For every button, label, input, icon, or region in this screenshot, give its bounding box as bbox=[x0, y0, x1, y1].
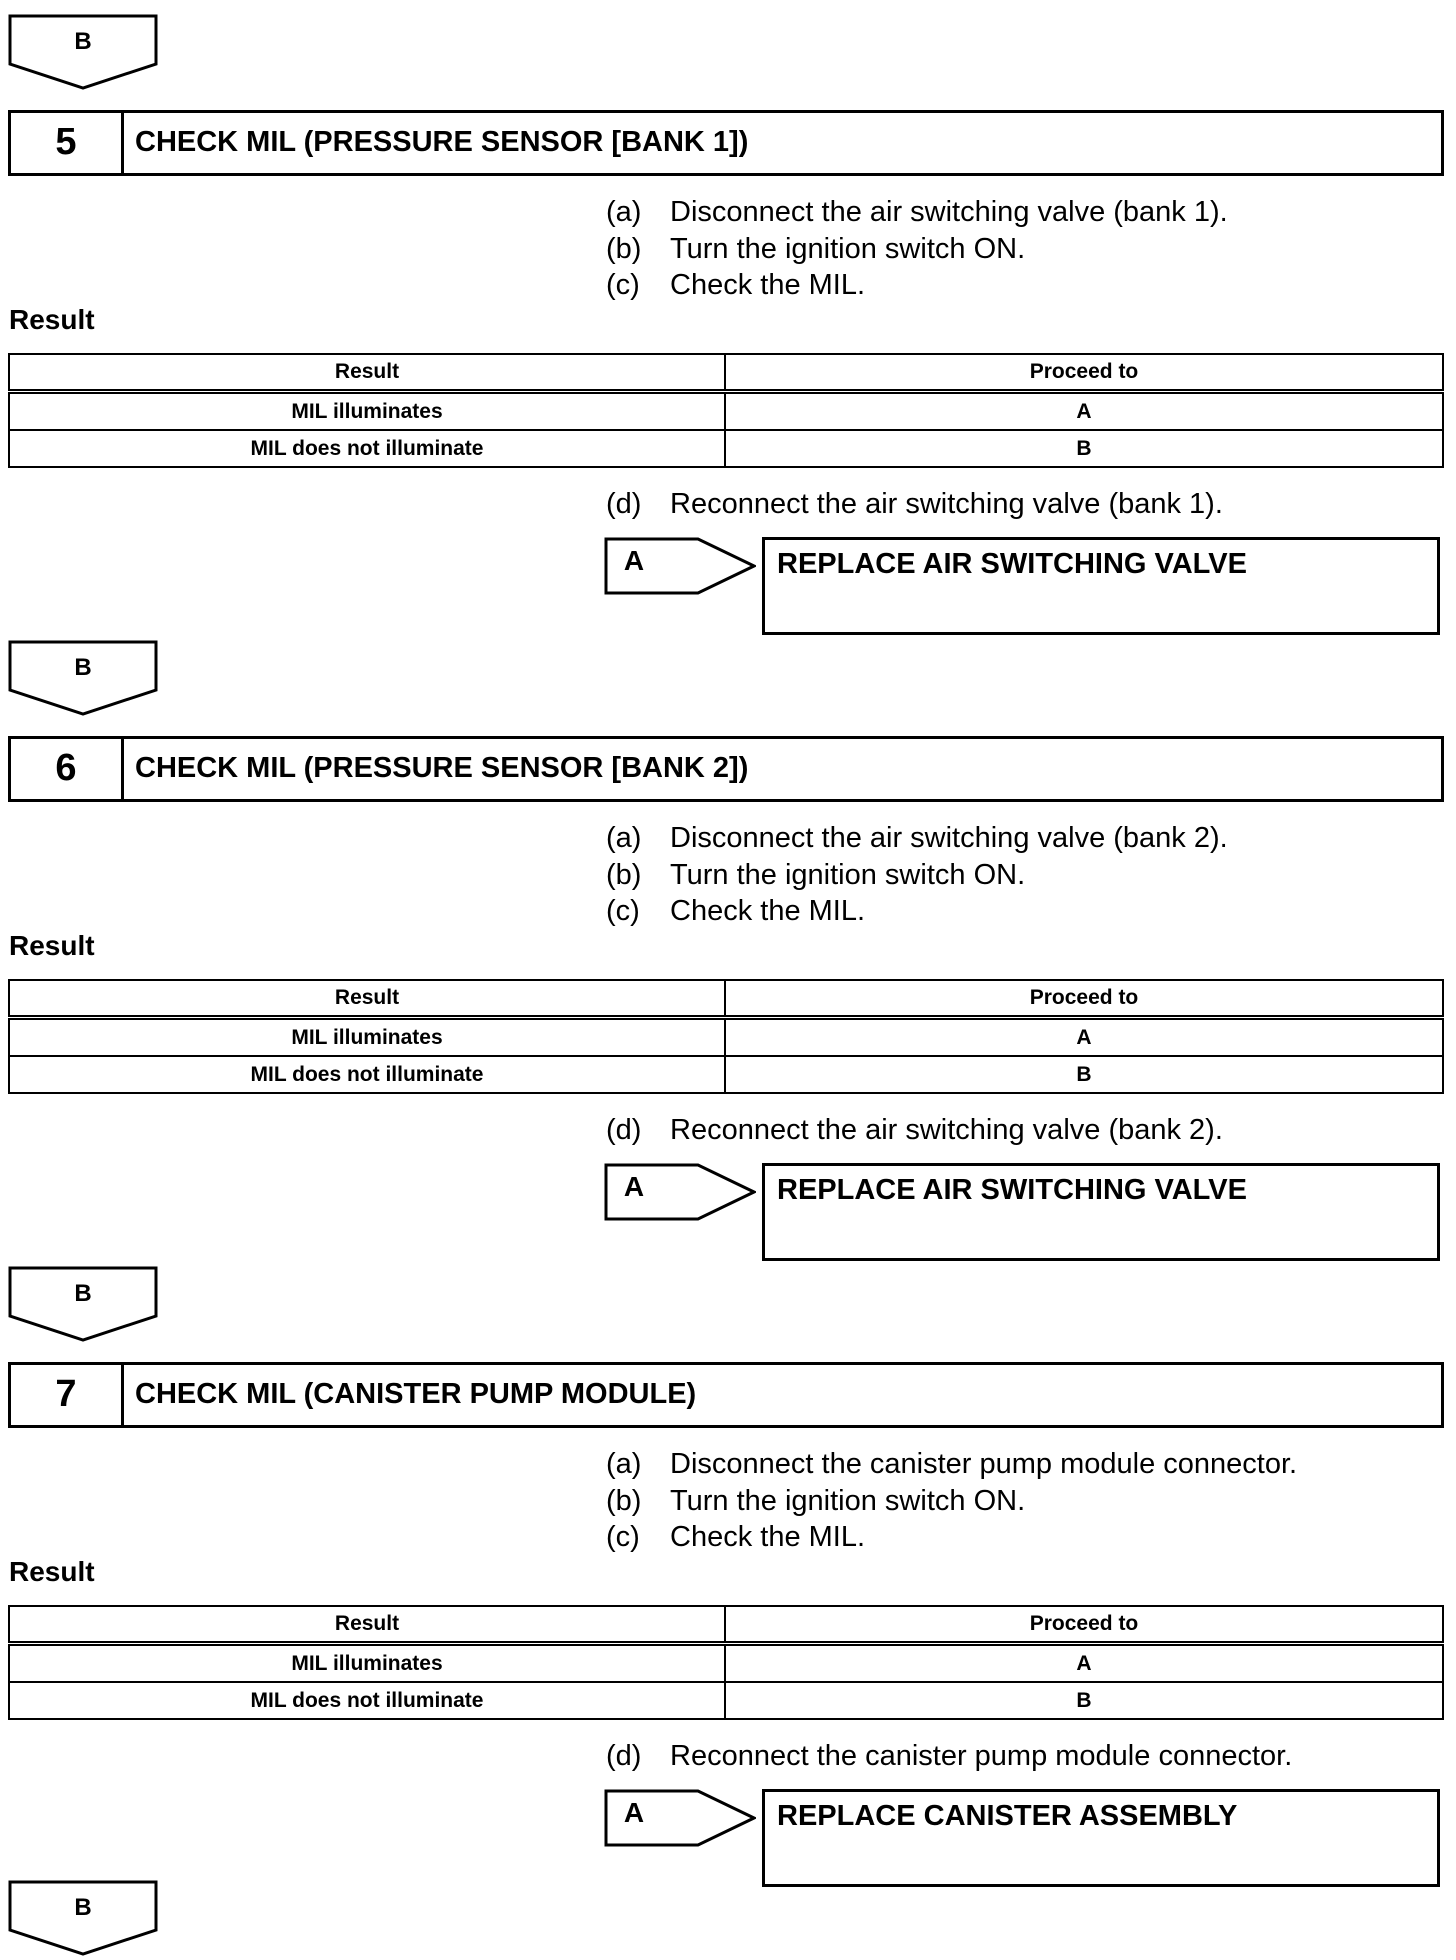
step-header bbox=[8, 736, 1444, 802]
instruction-label: (d) bbox=[606, 488, 642, 520]
result-heading: Result bbox=[9, 304, 95, 335]
branch-a-arrow bbox=[604, 537, 756, 595]
instruction-item bbox=[606, 893, 1228, 930]
branch-b-arrow bbox=[8, 14, 156, 90]
branch-a-arrow bbox=[604, 1163, 756, 1221]
result-cell: MIL illuminates bbox=[9, 1018, 725, 1057]
instruction-label: (c) bbox=[606, 269, 640, 301]
action-box bbox=[762, 1789, 1440, 1887]
branch-b-arrow bbox=[8, 1266, 156, 1342]
step-header bbox=[8, 1362, 1444, 1428]
table-header-row bbox=[9, 1606, 1443, 1644]
step-title: CHECK MIL (PRESSURE SENSOR [BANK 1]) bbox=[135, 126, 749, 158]
followup-instruction bbox=[606, 486, 1223, 523]
instruction-text: Reconnect the air switching valve (bank 1). bbox=[670, 488, 1223, 520]
instruction-item bbox=[606, 194, 1228, 231]
column-header-proceed: Proceed to bbox=[725, 354, 1443, 392]
column-header-result: Result bbox=[9, 980, 725, 1018]
instruction-item bbox=[606, 1112, 1223, 1149]
branch-label: A bbox=[623, 545, 645, 576]
action-text: REPLACE AIR SWITCHING VALVE bbox=[777, 548, 1247, 580]
result-heading: Result bbox=[9, 930, 95, 961]
branch-label: B bbox=[74, 28, 92, 55]
step-title: CHECK MIL (CANISTER PUMP MODULE) bbox=[135, 1378, 697, 1410]
table-row bbox=[9, 392, 1443, 431]
action-box bbox=[762, 1163, 1440, 1261]
instruction-label: (c) bbox=[606, 895, 640, 927]
table-header-row bbox=[9, 354, 1443, 392]
instruction-label: (c) bbox=[606, 1521, 640, 1553]
instruction-label: (b) bbox=[606, 232, 642, 265]
instruction-list bbox=[606, 820, 1228, 930]
instruction-text: Turn the ignition switch ON. bbox=[670, 232, 1026, 265]
instruction-text: Reconnect the air switching valve (bank 2). bbox=[670, 1114, 1223, 1146]
table-row bbox=[9, 430, 1443, 467]
proceed-cell: B bbox=[725, 1682, 1443, 1719]
instruction-label: (a) bbox=[606, 196, 642, 228]
step-header bbox=[8, 110, 1444, 176]
instruction-list bbox=[606, 1446, 1297, 1556]
instruction-text: Turn the ignition switch ON. bbox=[670, 858, 1026, 891]
action-text: REPLACE AIR SWITCHING VALVE bbox=[777, 1174, 1247, 1206]
instruction-text: Disconnect the canister pump module connector. bbox=[670, 1448, 1298, 1480]
instruction-item bbox=[606, 1519, 1297, 1556]
branch-b-arrow bbox=[8, 1880, 156, 1956]
step-number: 6 bbox=[11, 739, 124, 799]
column-header-result: Result bbox=[9, 354, 725, 392]
proceed-cell: A bbox=[725, 1644, 1443, 1683]
column-header-proceed: Proceed to bbox=[725, 980, 1443, 1018]
result-table bbox=[8, 979, 1444, 1094]
proceed-cell: B bbox=[725, 1056, 1443, 1093]
branch-b-arrow bbox=[8, 640, 156, 716]
column-header-proceed: Proceed to bbox=[725, 1606, 1443, 1644]
instruction-label: (d) bbox=[606, 1114, 642, 1146]
instruction-item bbox=[606, 1446, 1297, 1483]
table-row bbox=[9, 1644, 1443, 1683]
step-title: CHECK MIL (PRESSURE SENSOR [BANK 2]) bbox=[135, 752, 749, 784]
proceed-cell: B bbox=[725, 430, 1443, 467]
step-number: 7 bbox=[11, 1365, 124, 1425]
action-box bbox=[762, 537, 1440, 635]
result-cell: MIL does not illuminate bbox=[9, 1056, 725, 1093]
proceed-cell: A bbox=[725, 1018, 1443, 1057]
branch-label: A bbox=[623, 1171, 645, 1202]
result-cell: MIL illuminates bbox=[9, 392, 725, 431]
instruction-text: Check the MIL. bbox=[670, 269, 866, 301]
result-heading: Result bbox=[9, 1556, 95, 1587]
table-row bbox=[9, 1056, 1443, 1093]
table-header-row bbox=[9, 980, 1443, 1018]
instruction-text: Disconnect the air switching valve (bank 2). bbox=[670, 822, 1228, 854]
instruction-text: Turn the ignition switch ON. bbox=[670, 1484, 1026, 1517]
result-cell: MIL does not illuminate bbox=[9, 1682, 725, 1719]
table-row bbox=[9, 1682, 1443, 1719]
result-table bbox=[8, 1605, 1444, 1720]
step-number: 5 bbox=[11, 113, 124, 173]
followup-instruction bbox=[606, 1112, 1223, 1149]
branch-a-arrow bbox=[604, 1789, 756, 1847]
instruction-item bbox=[606, 857, 1228, 894]
instruction-label: (d) bbox=[606, 1740, 642, 1772]
instruction-item bbox=[606, 820, 1228, 857]
instruction-label: (a) bbox=[606, 1448, 642, 1480]
instruction-label: (b) bbox=[606, 858, 642, 891]
instruction-text: Disconnect the air switching valve (bank 1). bbox=[670, 196, 1228, 228]
result-table bbox=[8, 353, 1444, 468]
result-cell: MIL does not illuminate bbox=[9, 430, 725, 467]
branch-label: A bbox=[623, 1797, 645, 1828]
instruction-label: (a) bbox=[606, 822, 642, 854]
branch-label: B bbox=[74, 654, 92, 681]
proceed-cell: A bbox=[725, 392, 1443, 431]
instruction-item bbox=[606, 486, 1223, 523]
instruction-list bbox=[606, 194, 1228, 304]
instruction-item bbox=[606, 1738, 1292, 1775]
instruction-text: Check the MIL. bbox=[670, 1521, 866, 1553]
result-cell: MIL illuminates bbox=[9, 1644, 725, 1683]
instruction-item bbox=[606, 1483, 1297, 1520]
instruction-item bbox=[606, 267, 1228, 304]
branch-label: B bbox=[74, 1894, 92, 1921]
instruction-text: Check the MIL. bbox=[670, 895, 866, 927]
instruction-text: Reconnect the canister pump module connector. bbox=[670, 1740, 1293, 1772]
instruction-item bbox=[606, 231, 1228, 268]
action-text: REPLACE CANISTER ASSEMBLY bbox=[777, 1800, 1238, 1832]
branch-label: B bbox=[74, 1280, 92, 1307]
instruction-label: (b) bbox=[606, 1484, 642, 1517]
followup-instruction bbox=[606, 1738, 1292, 1775]
table-row bbox=[9, 1018, 1443, 1057]
column-header-result: Result bbox=[9, 1606, 725, 1644]
